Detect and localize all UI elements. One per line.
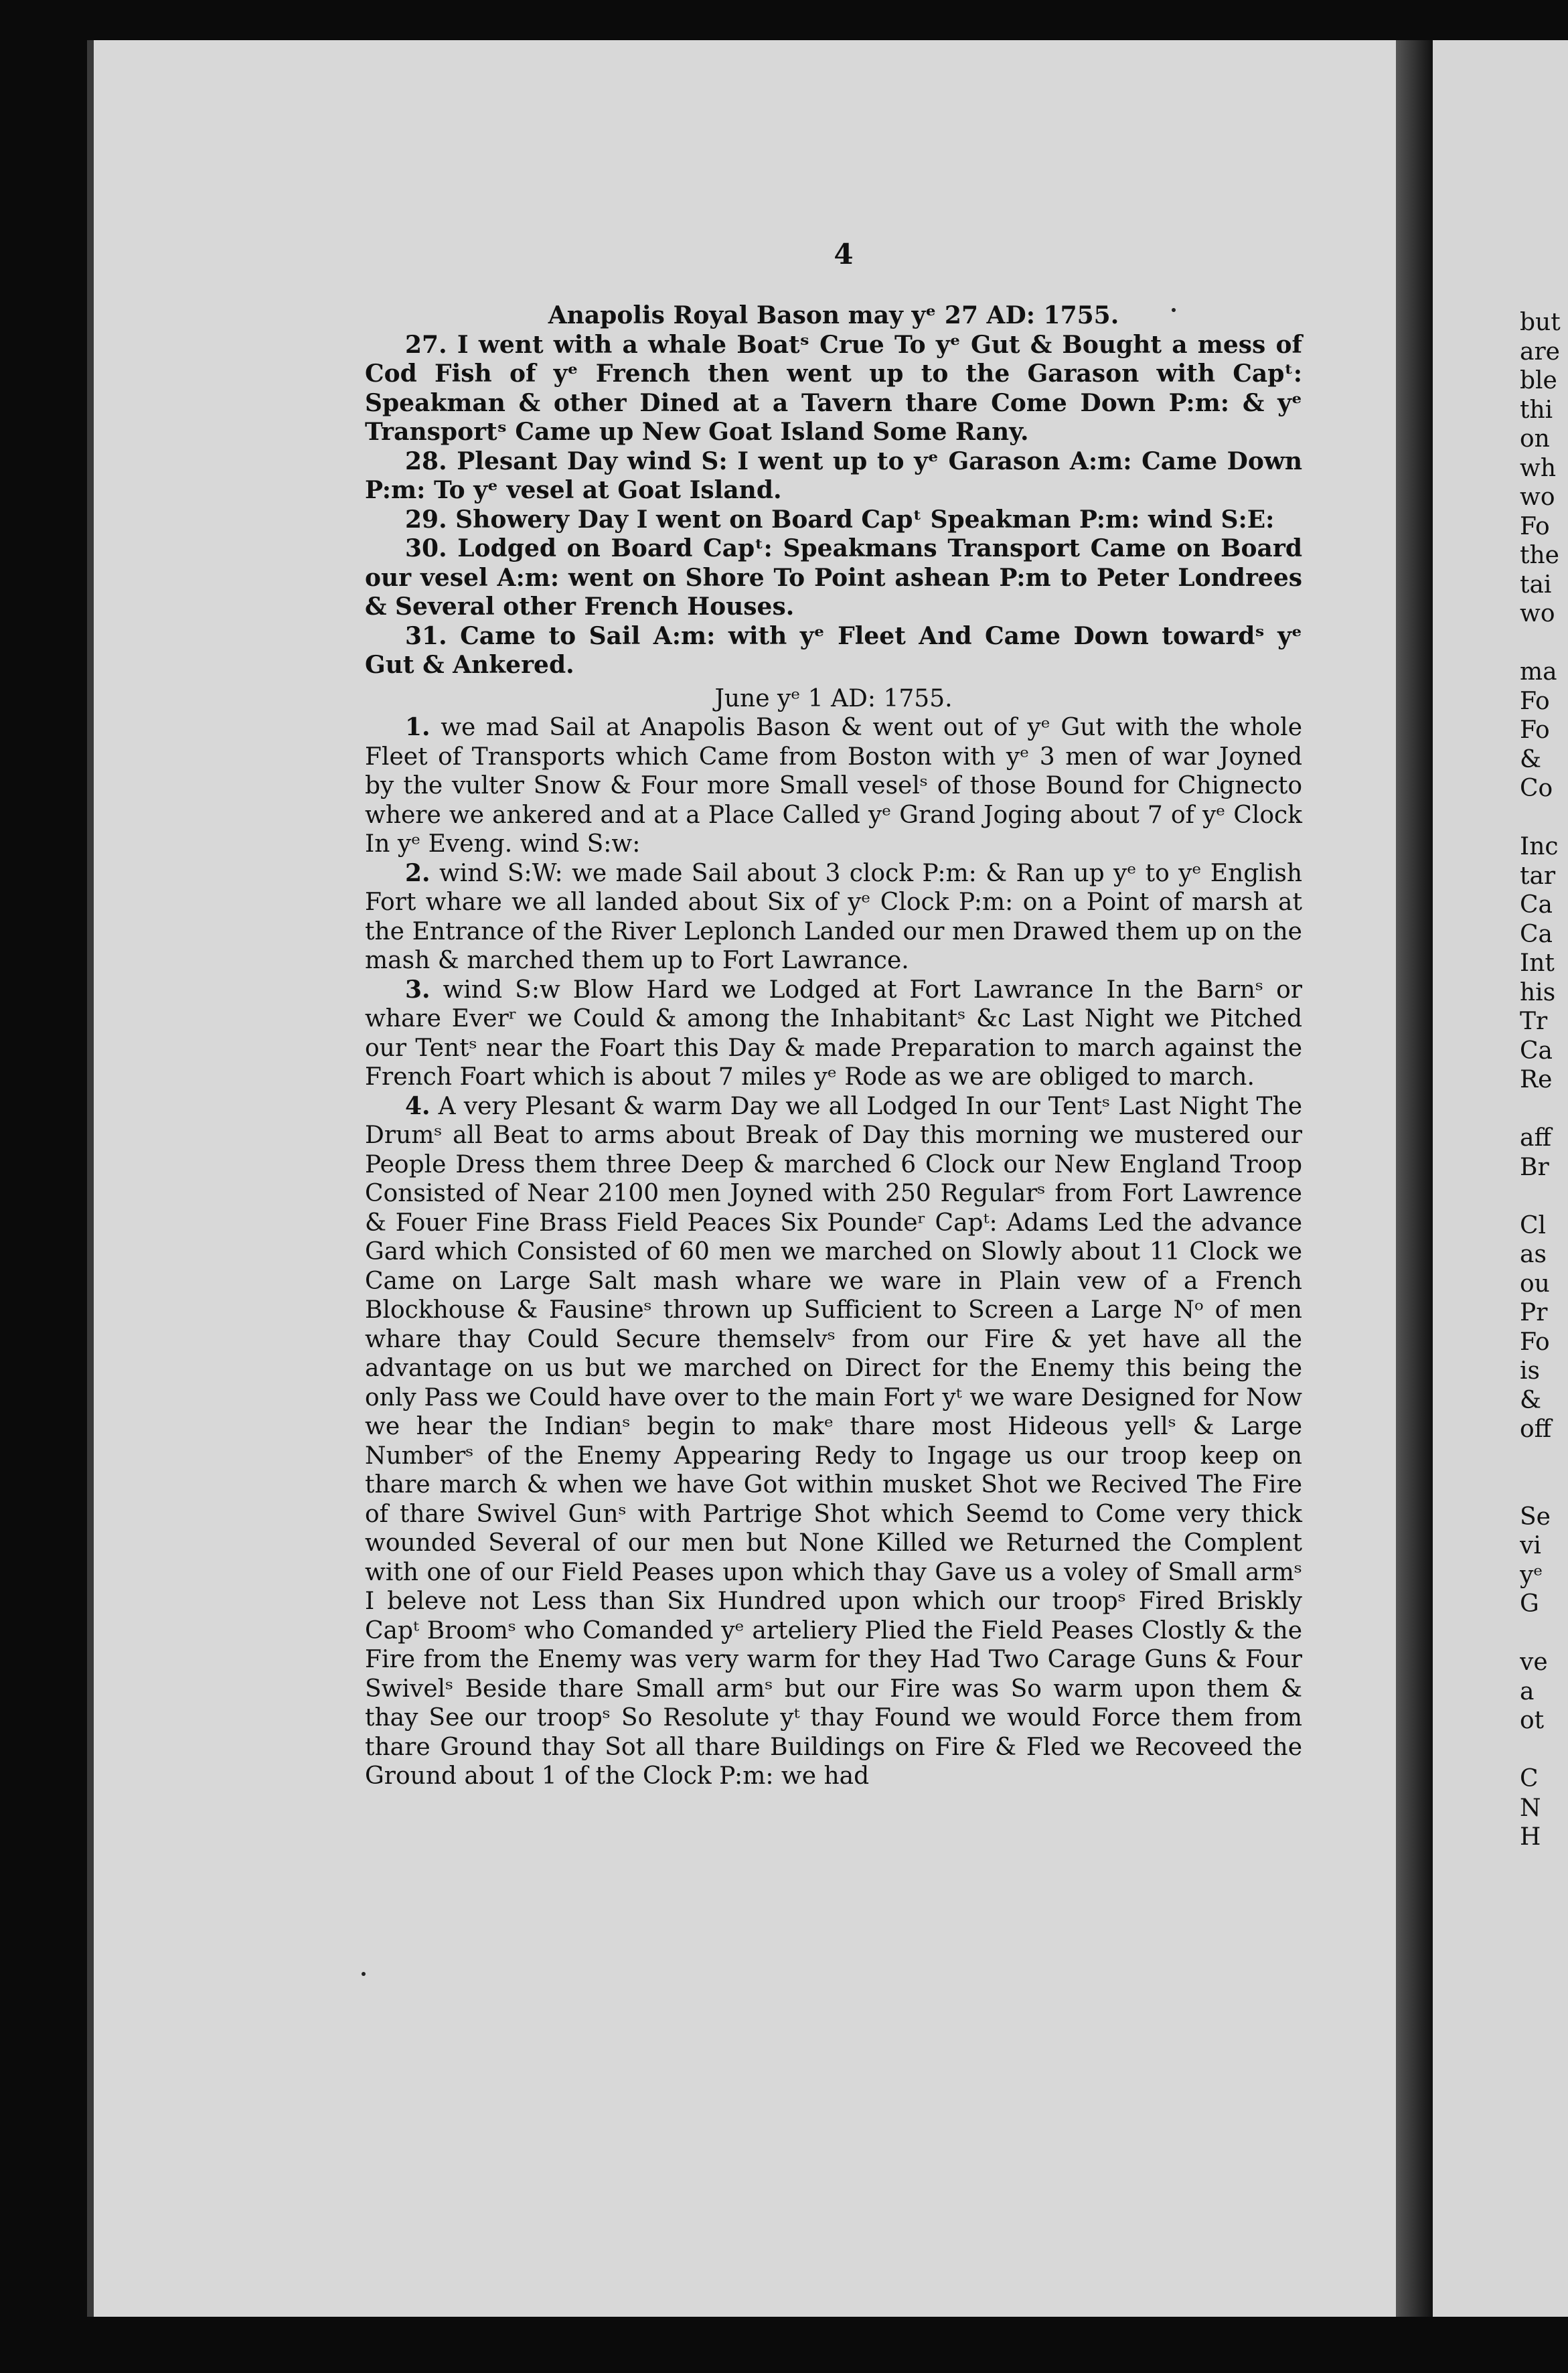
right-page-fragment xyxy=(1520,629,1568,658)
right-page-fragment: Cl xyxy=(1520,1211,1547,1239)
journal-text xyxy=(365,301,1302,1791)
right-page-fragment: Ca xyxy=(1520,920,1553,948)
entry-day-number: 31. xyxy=(405,621,447,650)
right-page-fragment: wo xyxy=(1520,483,1555,511)
right-page-fragment: tai xyxy=(1520,570,1552,599)
right-page-fragment: on xyxy=(1520,425,1550,453)
entry-day-number: 1. xyxy=(405,713,430,741)
journal-entry xyxy=(365,331,1302,447)
right-page-fragment: H xyxy=(1520,1823,1541,1851)
right-page-fragment: & xyxy=(1520,745,1542,773)
right-page-fragment: Ca xyxy=(1520,1037,1553,1065)
right-page-fragment: ma xyxy=(1520,658,1557,686)
right-page-fragment xyxy=(1520,1619,1568,1649)
entry-text: Plesant Day wind S: I went up to yᵉ Garason A:m: Came Down P:m: To yᵉ vesel at Goat Island. xyxy=(365,447,1302,504)
right-page-fragment: yᵉ xyxy=(1520,1561,1543,1589)
right-page-fragment: is xyxy=(1520,1357,1540,1385)
entry-day-number: 29. xyxy=(405,505,447,534)
entry-text: wind S:w Blow Hard we Lodged at Fort Lawrance In the Barnˢ or whare Everʳ we Could & among the Inhabitantˢ &c Last Night we Pitched our Tentˢ near the Foart this Day & made Preparation to march against the French Foart which is about 7 miles yᵉ Rode as we are obliged to march. xyxy=(365,976,1302,1091)
right-page-fragment: thi xyxy=(1520,396,1553,424)
journal-entry xyxy=(365,506,1302,535)
right-page-fragment xyxy=(1520,1444,1568,1474)
right-page-fragment: but xyxy=(1520,309,1561,336)
ink-speck xyxy=(362,1972,366,1976)
entry-text: I went with a whale Boatˢ Crue To yᵉ Gut & Bought a mess of Cod Fish of yᵉ French then went up to the Garason with Capᵗ: Speakman & other Dined at a Tavern thare Come Down P:m: & yᵉ Transportˢ Came up New Goat Island Some Rany. xyxy=(365,330,1302,446)
right-page-fragment: tar xyxy=(1520,862,1556,890)
journal-entry xyxy=(365,534,1302,622)
entry-text: A very Plesant & warm Day we all Lodged In our Tentˢ Last Night The Drumˢ all Beat to arms about Break of Day this morning we mustered our People Dress them three Deep & marched 6 Clock our New England Troop Consisted of Near 2100 men Joyned with 250 Regularˢ from Fort Lawrence & Fouer Fine Brass Field Peaces Six Poundeʳ Capᵗ: Adams Led the advance Gard which Consisted of 60 men we marched on Slowly about 11 Clock we Came on Large Salt mash whare we ware in Plain vew of a French Blockhouse & Fausineˢ thrown up Sufficient to Screen a Large Nᵒ of men whare thay Could Secure themselvˢ from our Fire & yet have all the advantage on us but we marched on Direct for the Enemy this being the only Pass we Could have over to the main Fort yᵗ we ware Designed for Now we hear the Indianˢ begin to makᵉ thare most Hideous yellˢ & Large Numberˢ of the Enemy Appearing Redy to Ingage us our troop keep on thare march & when we have Got within musket Shot we Recived The Fire of thare Swivel Gunˢ with Partrige Shot which Seemd to Come very thick wounded Several of our men but None Killed we Returned the Complent with one of our Field Peases upon which thay Gave us a voley of Small armˢ I beleve not Less than Six Hundred upon which our troopˢ Fired Briskly Capᵗ Broomˢ who Comanded yᵉ arteliery Plied the Field Peases Clostly & the Fire from the Enemy was very warm for they Had Two Carage Guns & Four Swivelˢ Beside thare Small armˢ but our Fire was So warm upon them & thay See our troopˢ So Resolute yᵗ thay Found we would Force them from thare Ground thay Sot all thare Buildings on Fire & Fled we Recoveed the Ground about 1 of the Clock P:m: we had xyxy=(365,1092,1302,1790)
right-page-fragment: Co xyxy=(1520,775,1553,802)
right-page-fragment xyxy=(1520,1736,1568,1765)
right-page-fragment: Br xyxy=(1520,1153,1549,1181)
right-page-fragment xyxy=(1520,1182,1568,1211)
right-page-fragment xyxy=(1520,803,1568,833)
heading-june: June yᵉ 1 AD: 1755. xyxy=(714,684,953,712)
entry-day-number: 28. xyxy=(405,447,447,475)
journal-entry xyxy=(365,976,1302,1092)
entry-text: wind S:W: we made Sail about 3 clock P:m: & Ran up yᵉ to yᵉ English Fort whare we all landed about Six of yᵉ Clock P:m: on a Point of marsh at the Entrance of the River Leplonch Landed our men Drawed them up on the mash & marched them up to Fort Lawrance. xyxy=(365,859,1302,974)
entry-day-number: 4. xyxy=(405,1091,430,1120)
right-page-fragment: Re xyxy=(1520,1066,1553,1093)
right-page-fragment: vi xyxy=(1520,1532,1541,1559)
right-page-fragment: the xyxy=(1520,542,1559,569)
right-page-fragment: Inc xyxy=(1520,833,1559,860)
right-page-fragment: & xyxy=(1520,1386,1542,1414)
ink-speck xyxy=(1172,308,1176,312)
right-page-fragment: Pr xyxy=(1520,1299,1548,1326)
right-page-fragment: wo xyxy=(1520,600,1555,627)
right-page-fragment: ot xyxy=(1520,1707,1545,1734)
right-page-text-fragments xyxy=(1520,308,1568,1852)
right-page-fragment: ou xyxy=(1520,1270,1550,1298)
entry-text: Came to Sail A:m: with yᵉ Fleet And Came Down towardˢ yᵉ Gut & Ankered. xyxy=(365,621,1302,679)
right-page-fragment: Fo xyxy=(1520,1328,1550,1356)
june-entries xyxy=(365,713,1302,1791)
journal-entry xyxy=(365,447,1302,506)
journal-entry xyxy=(365,713,1302,859)
right-page-fragment: C xyxy=(1520,1765,1539,1792)
right-page-fragment: aff xyxy=(1520,1124,1552,1152)
right-page-fragment: ve xyxy=(1520,1649,1548,1676)
entry-day-number: 27. xyxy=(405,330,447,359)
right-page-fragment: Int xyxy=(1520,949,1555,977)
right-page-fragment: Se xyxy=(1520,1503,1551,1531)
page-number: 4 xyxy=(834,238,854,271)
journal-entry xyxy=(365,622,1302,680)
right-page-fragment: off xyxy=(1520,1415,1552,1443)
right-page-fragment: ble xyxy=(1520,367,1557,394)
journal-entry xyxy=(365,1092,1302,1791)
entry-text: we mad Sail at Anapolis Bason & went out of yᵉ Gut with the whole Fleet of Transports which Came from Boston with yᵉ 3 men of war Joyned by the vulter Snow & Four more Small veselˢ of those Bound for Chignecto where we ankered and at a Place Called yᵉ Grand Joging about 7 of yᵉ Clock In yᵉ Eveng. wind S:w: xyxy=(365,714,1302,858)
entry-text: Lodged on Board Capᵗ: Speakmans Transport Came on Board our vesel A:m: went on Shore To Point ashean P:m to Peter Londrees & Several other French Houses. xyxy=(365,534,1302,621)
right-page-fragment: N xyxy=(1520,1794,1541,1822)
right-page-fragment: Ca xyxy=(1520,891,1553,919)
right-page-fragment: wh xyxy=(1520,454,1556,482)
right-page-fragment: Tr xyxy=(1520,1008,1548,1035)
entry-day-number: 3. xyxy=(405,975,430,1004)
entry-text: Showery Day I went on Board Capᵗ Speakman P:m: wind S:E: xyxy=(447,505,1275,534)
may-entries xyxy=(365,331,1302,680)
entry-day-number: 30. xyxy=(405,534,447,562)
right-page-fragment xyxy=(1520,1473,1568,1503)
entry-day-number: 2. xyxy=(405,858,430,887)
journal-entry xyxy=(365,859,1302,976)
right-page-fragment: his xyxy=(1520,978,1556,1006)
right-page-fragment: a xyxy=(1520,1677,1535,1705)
heading-may: Anapolis Royal Bason may yᵉ 27 AD: 1755. xyxy=(548,301,1119,329)
right-page-fragment: Fo xyxy=(1520,716,1550,744)
right-page-fragment: as xyxy=(1520,1241,1547,1268)
right-page-fragment xyxy=(1520,1095,1568,1124)
right-page-fragment: Fo xyxy=(1520,687,1550,715)
page-fold-shadow xyxy=(1396,40,1433,2317)
right-page-fragment: Fo xyxy=(1520,512,1550,540)
right-page-fragment: G xyxy=(1520,1590,1539,1618)
right-page-fragment: are xyxy=(1520,337,1560,366)
